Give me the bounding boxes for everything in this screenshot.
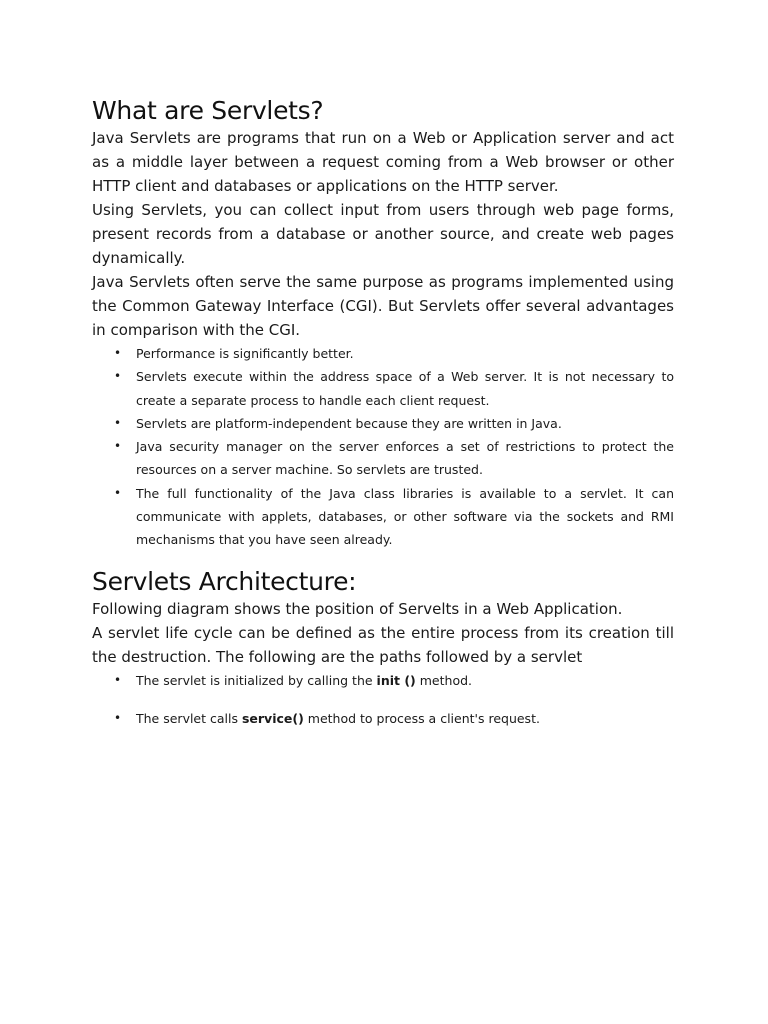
bullet-icon: • [114,672,122,687]
list-item [92,435,674,482]
paragraph-lifecycle-intro: A servlet life cycle can be defined as the entire process from its creation till the destruction. The following are the paths followed by a servlet [92,623,674,666]
list-item-text-after: method to process a client's request. [303,710,540,726]
paragraph-usage: Using Servlets, you can collect input from users through web page forms, present records from a database or another source, and create web pages dynamically. [92,201,674,267]
list-item-text-after: method. [415,672,473,688]
list-item [92,412,674,435]
list-item [92,707,674,730]
heading-what-are-servlets: What are Servlets? [92,96,324,125]
paragraph-diagram-intro: Following diagram shows the position of Servelts in a Web Application. [92,599,623,618]
paragraph-cgi-comparison: Java Servlets often serve the same purpose as programs implemented using the Common Gateway Interface (CGI). But Servlets offer several advantages in comparison with the CGI. [92,273,674,339]
list-item [92,365,674,412]
bullet-icon: • [114,439,122,454]
list-item-text: Servlets execute within the address space of a Web server. It is not necessary to create a separate process to handle each client request. [136,369,674,408]
paragraph-definition: Java Servlets are programs that run on a Web or Application server and act as a middle layer between a request coming from a Web browser or other HTTP client and databases or applications on the HTTP server. [92,129,674,195]
list-item [92,342,674,365]
advantages-list [92,342,674,552]
list-item-text: Java security manager on the server enforces a set of restrictions to protect the resources on a server machine. So servlets are trusted. [136,439,674,478]
list-item [92,669,674,692]
method-name-init: init () [376,672,416,688]
list-item-text: Performance is significantly better. [136,346,354,361]
bullet-icon: • [114,415,122,430]
list-item-text: The full functionality of the Java class libraries is available to a servlet. It can communicate with applets, databases, or other software via the sockets and RMI mechanisms that you have seen already. [136,485,674,548]
list-item-text: Servlets are platform-independent because they are written in Java. [136,415,562,431]
bullet-icon: • [114,346,122,360]
list-item-text-before: The servlet is initialized by calling the [136,672,377,688]
method-name-service: service() [241,710,304,726]
list-item [92,482,674,552]
list-item-text-before: The servlet calls [136,710,242,726]
heading-servlets-architecture: Servlets Architecture: [92,566,357,596]
lifecycle-list [92,669,674,731]
document-page [92,0,674,730]
bullet-icon: • [114,369,122,384]
bullet-icon: • [114,710,122,725]
bullet-icon: • [114,485,122,500]
